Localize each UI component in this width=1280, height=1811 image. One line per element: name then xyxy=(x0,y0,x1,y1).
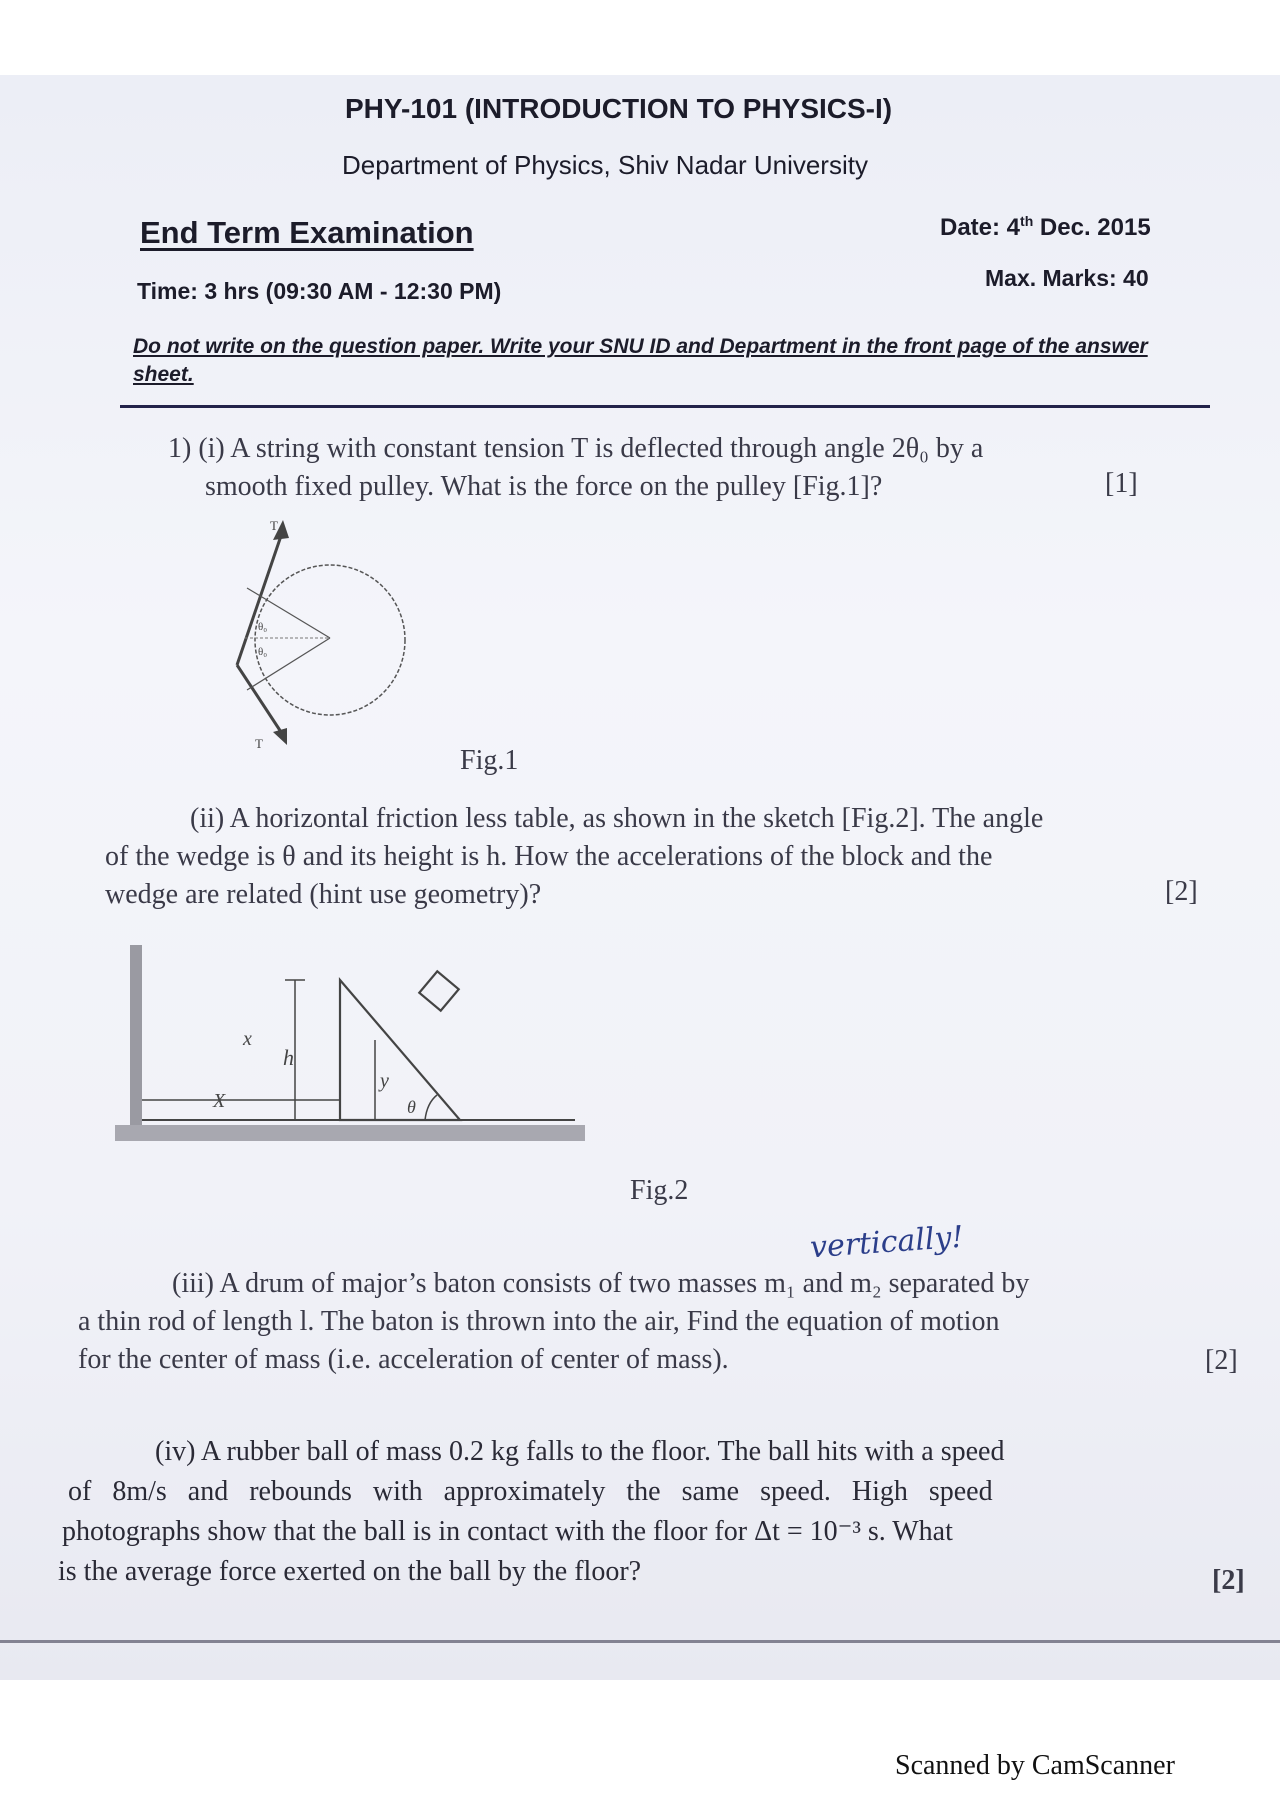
fig1-label-angle-bottom: θ₀ xyxy=(258,646,268,658)
question-1-i-marks: [1] xyxy=(1105,468,1138,499)
fig2-caption: Fig.2 xyxy=(630,1175,689,1206)
fig2-label-x-large: X xyxy=(213,1090,226,1112)
question-1-iv-line-2: of 8m/s and rebounds with approximately the same speed. High speed xyxy=(68,1476,993,1507)
handwritten-note: vertically! xyxy=(808,1219,965,1266)
header-divider xyxy=(120,405,1210,408)
question-1-iv-line-4: is the average force exerted on the ball by the floor? xyxy=(58,1556,642,1587)
fig2-label-h: h xyxy=(283,1045,294,1070)
table-surface xyxy=(115,1125,585,1141)
arrow-bottom-icon xyxy=(273,728,287,745)
question-1-iv-line-1: (iv) A rubber ball of mass 0.2 kg falls to the floor. The ball hits with a speed xyxy=(155,1436,1005,1467)
fig1-label-t-top: T xyxy=(270,518,278,533)
question-1-ii-line-2: of the wedge is θ and its height is h. How the accelerations of the block and the xyxy=(105,841,993,872)
question-1-ii-line-1: (ii) A horizontal friction less table, as shown in the sketch [Fig.2]. The angle xyxy=(190,803,1044,834)
scanner-watermark: Scanned by CamScanner xyxy=(895,1750,1175,1781)
sliding-block xyxy=(419,971,458,1010)
fig1-label-angle-top: θ₀ xyxy=(258,621,268,633)
fig2-label-y: y xyxy=(380,1070,389,1092)
question-1-iv-marks: [2] xyxy=(1212,1565,1245,1596)
exam-paper xyxy=(0,75,1280,1680)
question-1-ii-line-3: wedge are related (hint use geometry)? xyxy=(105,879,542,910)
question-1-iii-line-2: a thin rod of length l. The baton is thrown into the air, Find the equation of motion xyxy=(78,1306,1000,1337)
fig1-label-t-bottom: T xyxy=(255,736,263,751)
question-1-iv-line-3: photographs show that the ball is in contact with the floor for Δt = 10⁻³ s. What xyxy=(62,1516,953,1547)
course-title: PHY-101 (INTRODUCTION TO PHYSICS-I) xyxy=(345,93,893,124)
fig2-wedge-diagram xyxy=(115,945,595,1160)
left-wall xyxy=(130,945,142,1140)
fig2-label-theta: θ xyxy=(407,1097,416,1117)
max-marks: Max. Marks: 40 xyxy=(985,265,1149,291)
fig1-pulley-diagram xyxy=(225,510,455,770)
question-1-i-line-1: 1) (i) A string with constant tension T is deflected through angle 2θ₀ by a xyxy=(168,433,984,464)
exam-name: End Term Examination xyxy=(140,215,474,250)
question-1-iii-line-1: (iii) A drum of major’s baton consists of two masses m₁ and m₂ separated by xyxy=(172,1268,1030,1299)
question-1-i-line-2: smooth fixed pulley. What is the force on the pulley [Fig.1]? xyxy=(205,471,883,502)
question-1-ii-marks: [2] xyxy=(1165,876,1198,907)
pulley-circle xyxy=(255,565,405,715)
instruction-note: Do not write on the question paper. Write your SNU ID and Department in the front page of the answer sheet. xyxy=(133,335,1148,386)
angle-arc xyxy=(425,1095,437,1120)
exam-date: Date: 4th Dec. 2015 xyxy=(940,213,1151,241)
question-1-iii-marks: [2] xyxy=(1205,1345,1238,1376)
question-1-iii-line-3: for the center of mass (i.e. acceleration of center of mass). xyxy=(78,1344,729,1375)
tension-string-top xyxy=(237,530,283,665)
department-line: Department of Physics, Shiv Nadar University xyxy=(342,150,868,180)
tension-string-bottom xyxy=(237,665,283,735)
bottom-divider xyxy=(0,1640,1280,1643)
fig1-caption: Fig.1 xyxy=(460,745,519,776)
fig2-label-x-small: x xyxy=(243,1028,252,1050)
exam-time: Time: 3 hrs (09:30 AM - 12:30 PM) xyxy=(137,278,502,304)
